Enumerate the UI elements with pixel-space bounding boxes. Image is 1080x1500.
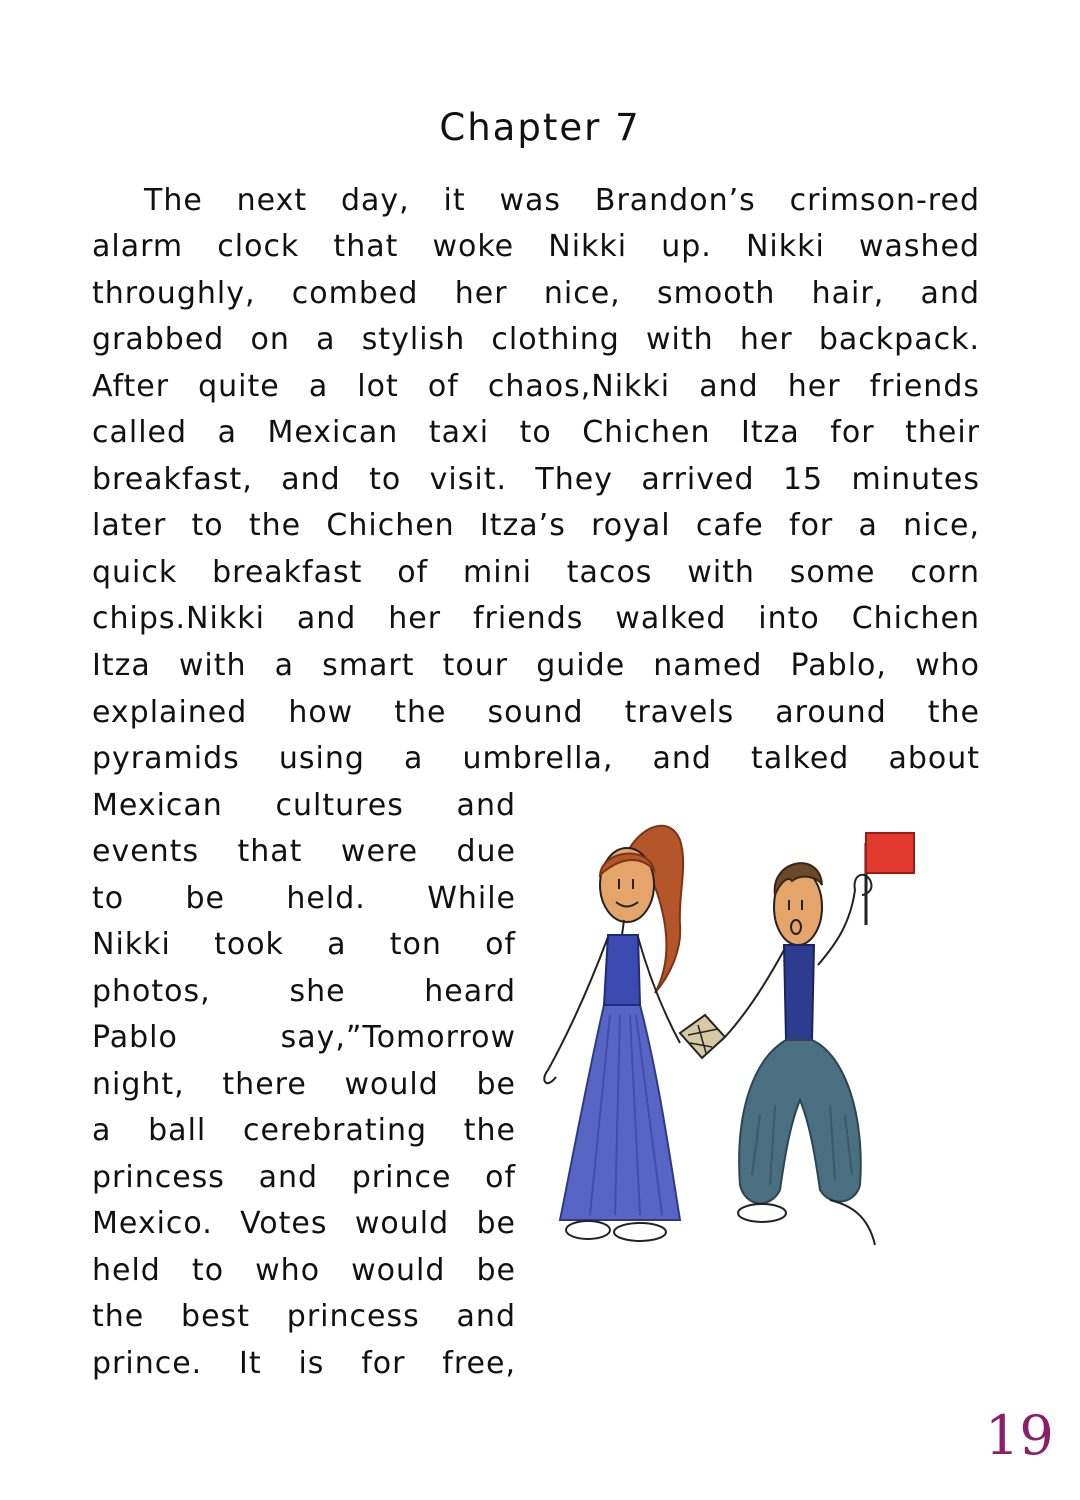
- paragraph-line-narrow: Mexican cultures and: [92, 788, 516, 823]
- paragraph-line-narrow: held to who would be: [92, 1253, 516, 1288]
- paragraph-line: later to the Chichen Itza’s royal cafe for a nice,: [92, 508, 980, 543]
- paragraph-line: breakfast, and to visit. They arrived 15 minutes: [92, 462, 980, 497]
- paragraph-line: chips.Nikki and her friends walked into Chichen: [92, 601, 980, 636]
- paragraph-line-narrow: events that were due: [92, 834, 516, 869]
- paragraph-line: called a Mexican taxi to Chichen Itza for their: [92, 415, 980, 450]
- paragraph-line-narrow: Nikki took a ton of: [92, 927, 516, 962]
- paragraph-line-narrow: night, there would be: [92, 1067, 516, 1102]
- paragraph-line: Itza with a smart tour guide named Pablo, who: [92, 648, 980, 683]
- paragraph-line: grabbed on a stylish clothing with her backpack.: [92, 322, 980, 357]
- paragraph-line-narrow: princess and prince of: [92, 1160, 516, 1195]
- paragraph-line: quick breakfast of mini tacos with some corn: [92, 555, 980, 590]
- paragraph-line: After quite a lot of chaos,Nikki and her friends: [92, 369, 980, 404]
- paragraph-line-narrow: Mexico. Votes would be: [92, 1206, 516, 1241]
- paragraph-line-narrow: to be held. While: [92, 881, 516, 916]
- girl-figure: [544, 826, 683, 1241]
- children-illustration: [530, 815, 930, 1265]
- boy-figure: [725, 833, 914, 1245]
- paragraph-line: explained how the sound travels around the: [92, 695, 980, 730]
- held-item: [680, 1015, 725, 1058]
- paragraph-line: The next day, it was Brandon’s crimson-red: [144, 183, 980, 218]
- paragraph-line: alarm clock that woke Nikki up. Nikki washed: [92, 229, 980, 264]
- paragraph-line-narrow: the best princess and: [92, 1299, 516, 1334]
- paragraph-line-narrow: prince. It is for free,: [92, 1346, 516, 1381]
- chapter-title: Chapter 7: [439, 106, 641, 149]
- paragraph-line-narrow: a ball cerebrating the: [92, 1113, 516, 1148]
- paragraph-line-narrow: photos, she heard: [92, 974, 516, 1009]
- paragraph-line: pyramids using a umbrella, and talked about: [92, 741, 980, 776]
- paragraph-line: throughly, combed her nice, smooth hair, and: [92, 276, 980, 311]
- paragraph-line-narrow: Pablo say,”Tomorrow: [92, 1020, 516, 1055]
- page-number: 19: [985, 1404, 1054, 1467]
